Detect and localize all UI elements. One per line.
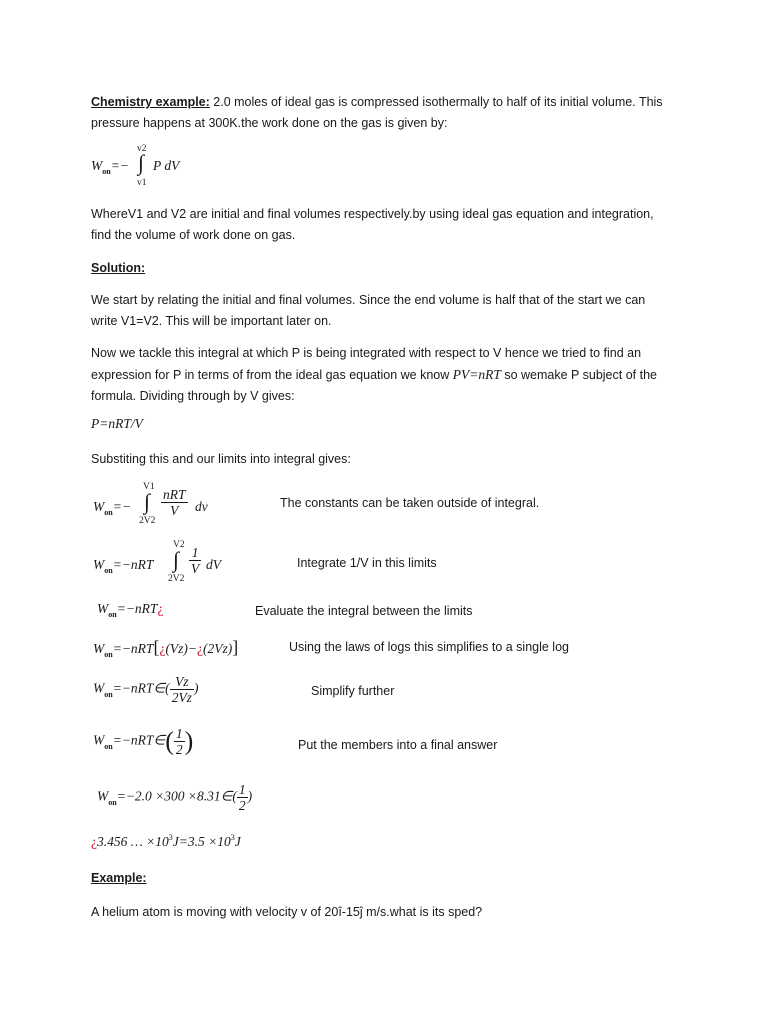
step-2-equation bbox=[93, 540, 253, 586]
unit-joule: J bbox=[234, 834, 241, 849]
lower-limit: 2V2 bbox=[139, 516, 156, 526]
upper-limit: V1 bbox=[143, 482, 155, 492]
step-1-note: The constants can be taken outside of integral. bbox=[280, 496, 540, 510]
step-6-note: Put the members into a final answer bbox=[298, 738, 498, 752]
work-subscript: on bbox=[104, 650, 113, 659]
para2-line-2b: so wemake P subject of the bbox=[500, 368, 657, 382]
fraction bbox=[189, 545, 201, 576]
open-paren: ( bbox=[165, 726, 174, 756]
intro-line-2: pressure happens at 300K.the work done on the gas is given by: bbox=[91, 116, 448, 130]
equals-minus-nrt-ln: =−nRT∈ bbox=[112, 732, 166, 748]
step-1-equation bbox=[93, 482, 253, 528]
render-error-glyph: ¿ bbox=[159, 641, 166, 656]
integral-paragraph bbox=[91, 343, 711, 407]
step-3-note: Evaluate the integral between the limits bbox=[255, 604, 473, 618]
work-subscript: on bbox=[104, 508, 113, 517]
work-subscript: on bbox=[104, 689, 113, 699]
fraction bbox=[170, 674, 194, 705]
numerator: 1 bbox=[189, 545, 201, 561]
work-symbol: W bbox=[91, 158, 103, 173]
exponent: 3 bbox=[230, 833, 235, 842]
result-mantissa: 3.456 … ×10 bbox=[97, 834, 169, 849]
denominator: V bbox=[170, 503, 179, 518]
equals-minus-nrt: =−nRT bbox=[112, 641, 154, 656]
relating-volumes-paragraph bbox=[91, 290, 691, 332]
work-integral-equation bbox=[91, 144, 211, 190]
ideal-gas-equation: PV=nRT bbox=[452, 367, 501, 382]
step-6-equation bbox=[93, 726, 193, 757]
upper-limit: v2 bbox=[137, 144, 147, 154]
work-symbol: W bbox=[93, 680, 105, 696]
denominator: 2 bbox=[175, 742, 183, 757]
step-5-equation bbox=[93, 674, 198, 705]
fraction bbox=[161, 487, 188, 518]
where-paragraph bbox=[91, 204, 691, 246]
equals-minus: =− bbox=[112, 499, 131, 514]
example-heading: Example: bbox=[91, 871, 147, 885]
close-paren: ) bbox=[193, 680, 199, 696]
work-subscript: on bbox=[104, 566, 113, 575]
work-subscript: on bbox=[104, 741, 113, 751]
work-symbol: W bbox=[93, 557, 105, 572]
equals-minus-nrt: =−nRT bbox=[116, 601, 158, 616]
log-term-1: (Vz)− bbox=[165, 641, 198, 656]
close-bracket: ] bbox=[232, 637, 239, 657]
lower-limit: v1 bbox=[137, 178, 147, 188]
solution-heading: Solution: bbox=[91, 261, 146, 275]
step-5-note: Simplify further bbox=[311, 684, 395, 698]
para1-line-1: We start by relating the initial and final volumes. Since the end volume is half that of the start we can bbox=[91, 293, 646, 307]
work-symbol: W bbox=[93, 641, 105, 656]
step-8-result bbox=[91, 834, 241, 850]
integrand: P dV bbox=[153, 158, 180, 173]
numerator: Vz bbox=[170, 674, 194, 690]
lower-limit: 2V2 bbox=[168, 574, 185, 584]
render-error-glyph: ¿ bbox=[91, 834, 97, 849]
step-4-equation bbox=[93, 637, 238, 658]
where-line-2: find the volume of work done on gas. bbox=[91, 228, 296, 242]
work-subscript: on bbox=[108, 610, 117, 619]
example-text: A helium atom is moving with velocity v of 20î-15ĵ m/s.what is its sped? bbox=[91, 905, 483, 919]
close-paren: ) bbox=[184, 726, 194, 756]
para2-line-3: formula. Dividing through by V gives: bbox=[91, 389, 295, 403]
integral-sign: ∫ bbox=[173, 547, 180, 572]
integral-sign: ∫ bbox=[138, 150, 145, 175]
denominator: 2 bbox=[238, 798, 246, 813]
denominator: V bbox=[191, 561, 200, 576]
step-2-note: Integrate 1/V in this limits bbox=[297, 556, 437, 570]
fraction bbox=[237, 782, 248, 813]
fraction bbox=[174, 726, 185, 757]
work-symbol: W bbox=[97, 601, 109, 616]
where-line-1: WhereV1 and V2 are initial and final volumes respectively.by using ideal gas equation and integration, bbox=[91, 207, 654, 221]
open-bracket: [ bbox=[153, 637, 160, 657]
upper-limit: V2 bbox=[173, 540, 185, 550]
render-error-glyph: ¿ bbox=[197, 641, 204, 656]
substituting-text: Substiting this and our limits into integral gives: bbox=[91, 452, 351, 466]
log-term-2: (2Vz) bbox=[203, 641, 233, 656]
differential: dv bbox=[195, 499, 208, 514]
work-symbol: W bbox=[93, 732, 105, 748]
close-paren: ) bbox=[247, 788, 253, 804]
para1-line-2: write V1=V2. This will be important later on. bbox=[91, 314, 332, 328]
step-4-note: Using the laws of logs this simplifies to a single log bbox=[289, 640, 569, 654]
differential: dV bbox=[206, 557, 221, 572]
integral-sign: ∫ bbox=[144, 489, 151, 514]
work-subscript: on bbox=[108, 797, 117, 807]
result-rounded: J=3.5 ×10 bbox=[172, 834, 231, 849]
chemistry-example-heading: Chemistry example: bbox=[91, 95, 210, 109]
para2-line-1: Now we tackle this integral at which P is being integrated with respect to V hence we tried to find an bbox=[91, 346, 642, 360]
work-subscript: on bbox=[102, 167, 111, 176]
work-symbol: W bbox=[97, 788, 109, 804]
exponent: 3 bbox=[168, 833, 173, 842]
step-3-equation bbox=[97, 601, 163, 617]
numerator: 1 bbox=[175, 726, 183, 741]
denominator: 2Vz bbox=[171, 690, 192, 705]
equals-minus-nrt-ln: =−nRT∈( bbox=[112, 680, 170, 696]
intro-paragraph bbox=[91, 92, 691, 134]
render-error-glyph: ¿ bbox=[157, 601, 164, 616]
numerator: 1 bbox=[238, 782, 246, 797]
para2-line-2a: expression for P in terms of from the ideal gas equation we know bbox=[91, 368, 453, 382]
equals-minus-nrt: =−nRT bbox=[112, 557, 154, 572]
numeric-substitution: =−2.0 ×300 ×8.31∈( bbox=[116, 788, 237, 804]
numerator: nRT bbox=[163, 487, 186, 502]
work-symbol: W bbox=[93, 499, 105, 514]
intro-line-1: 2.0 moles of ideal gas is compressed isothermally to half of its initial volume. This bbox=[209, 95, 663, 109]
step-7-equation bbox=[97, 782, 252, 813]
equals-minus: =− bbox=[110, 158, 129, 173]
pressure-equation: P=nRT/V bbox=[91, 416, 143, 431]
